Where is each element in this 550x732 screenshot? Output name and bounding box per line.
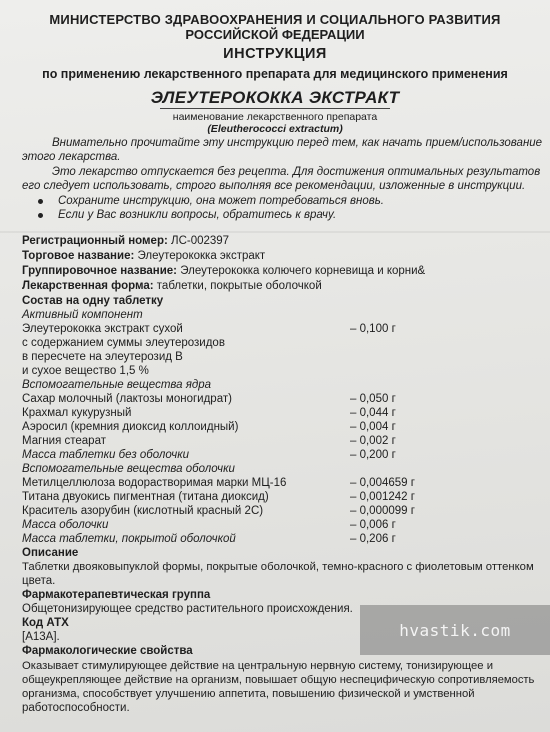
core-mass-label: Масса таблетки без оболочки xyxy=(22,449,190,461)
composition-heading: Состав на одну таблетку xyxy=(22,295,164,307)
core-item-name: Крахмал кукурузный xyxy=(22,407,132,419)
core-item-value: – 0,050 г xyxy=(350,393,396,405)
ministry-line-1: МИНИСТЕРСТВО ЗДРАВООХРАНЕНИЯ И СОЦИАЛЬНОГО РАЗВИТИЯ xyxy=(49,12,501,27)
trade-name: Торговое название: Элеутерококка экстракт xyxy=(22,250,266,262)
shell-item-name: Титана двуокись пигментная (титана диоксид) xyxy=(22,491,269,503)
core-item-value: – 0,004 г xyxy=(350,421,396,433)
core-item-value: – 0,002 г xyxy=(350,435,396,447)
description-heading: Описание xyxy=(22,547,79,559)
shell-heading: Вспомогательные вещества оболочки xyxy=(22,463,235,475)
document-type: ИНСТРУКЦИЯ xyxy=(223,46,327,62)
total-mass-label: Масса таблетки, покрытой оболочкой xyxy=(22,533,236,545)
core-item-name: Аэросил (кремния диоксид коллоидный) xyxy=(22,421,239,433)
core-item-name: Магния стеарат xyxy=(22,435,106,447)
site-watermark: hvastik.com xyxy=(360,605,550,655)
title-underline xyxy=(160,108,390,109)
drug-latin-name: (Eleutherococci extractum) xyxy=(207,123,343,135)
description-line-1: Таблетки двояковыпуклой формы, покрытые оболочкой, темно-красного с фиолетовым оттенком xyxy=(22,561,534,573)
intro-line-3: Это лекарство отпускается без рецепта. Для достижения оптимальных результатов xyxy=(52,166,541,178)
active-line-3: в пересчете на элеутерозид В xyxy=(22,351,183,363)
total-mass-value: – 0,206 г xyxy=(350,533,396,545)
intro-line-1: Внимательно прочитайте эту инструкцию перед тем, как начать прием/использование xyxy=(52,137,543,149)
pharm-props-line-3: организма, способствует улучшению аппетита, повышению физической и умственной xyxy=(22,688,475,700)
group-name: Группировочное название: Элеутерококка колючего корневища и корни& xyxy=(22,265,426,277)
core-item-name: Сахар молочный (лактозы моногидрат) xyxy=(22,393,232,405)
ministry-line-2: РОССИЙСКОЙ ФЕДЕРАЦИИ xyxy=(185,27,365,42)
atc-heading: Код АТХ xyxy=(22,617,69,629)
dosage-form: Лекарственная форма: таблетки, покрытые оболочкой xyxy=(22,280,322,292)
shell-item-name: Метилцеллюлоза водорастворимая марки МЦ-16 xyxy=(22,477,287,489)
shell-item-name: Краситель азорубин (кислотный красный 2С) xyxy=(22,505,264,517)
paper-fold xyxy=(0,231,550,233)
atc-value: [A13A]. xyxy=(22,631,60,643)
shell-item-value: – 0,004659 г xyxy=(350,477,415,489)
core-item-value: – 0,044 г xyxy=(350,407,396,419)
pharm-group-text: Общетонизирующее средство растительного происхождения. xyxy=(22,603,353,615)
bullet-icon xyxy=(38,199,43,204)
pharm-group-heading: Фармакотерапевтическая группа xyxy=(22,589,211,601)
description-line-2: цвета. xyxy=(22,575,56,587)
pharm-props-line-4: работоспособности. xyxy=(22,702,130,714)
drug-title: ЭЛЕУТЕРОКОККА ЭКСТРАКТ xyxy=(150,88,400,107)
active-line-1: Элеутерококка экстракт сухой xyxy=(22,323,183,335)
registration-number: Регистрационный номер: ЛС-002397 xyxy=(22,235,230,247)
core-mass-value: – 0,200 г xyxy=(350,449,396,461)
pharm-props-line-2: общеукрепляющее действие на организм, повышает общую неспецифическую сопротивляемость xyxy=(22,674,535,686)
active-line-2: с содержанием суммы элеутерозидов xyxy=(22,337,225,349)
shell-item-value: – 0,001242 г xyxy=(350,491,415,503)
intro-line-2: этого лекарства. xyxy=(22,151,121,163)
bullet-icon xyxy=(38,213,43,218)
pharm-props-line-1: Оказывает стимулирующее действие на центральную нервную систему, тонизирующее и xyxy=(22,660,494,672)
drug-name-label: наименование лекарственного препарата xyxy=(172,111,378,123)
intro-bullet-1: Сохраните инструкцию, она может потребоваться вновь. xyxy=(58,195,384,207)
active-heading: Активный компонент xyxy=(22,309,143,321)
active-line-4: и сухое вещество 1,5 % xyxy=(22,365,149,377)
shell-item-value: – 0,000099 г xyxy=(350,505,415,517)
shell-mass-value: – 0,006 г xyxy=(350,519,396,531)
active-value: – 0,100 г xyxy=(350,323,396,335)
core-heading: Вспомогательные вещества ядра xyxy=(22,379,212,391)
intro-line-4: его следует использовать, строго выполняя все рекомендации, изложенные в инструкции. xyxy=(22,180,526,192)
document-purpose: по применению лекарственного препарата для медицинского применения xyxy=(42,67,508,81)
intro-bullet-2: Если у Вас возникли вопросы, обратитесь к врачу. xyxy=(58,209,337,221)
pharm-props-heading: Фармакологические свойства xyxy=(22,645,193,657)
shell-mass-label: Масса оболочки xyxy=(22,519,109,531)
